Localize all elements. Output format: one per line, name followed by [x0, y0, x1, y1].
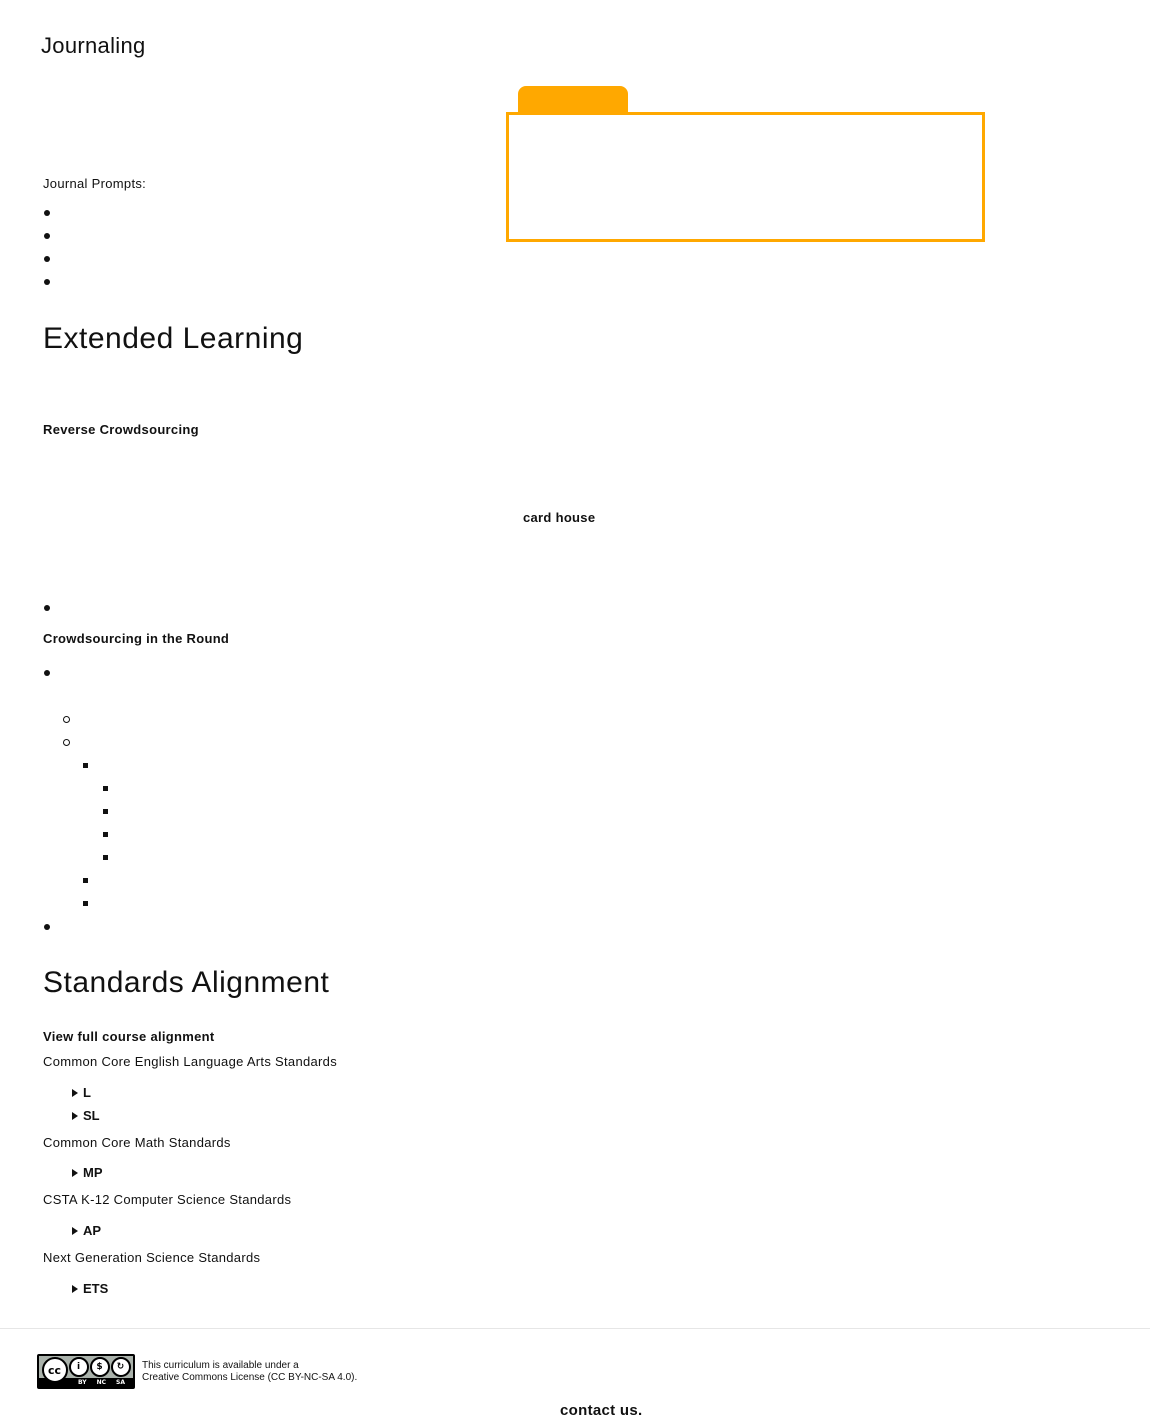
list-bullet-square — [83, 763, 88, 768]
list-bullet — [44, 210, 50, 216]
list-bullet — [44, 279, 50, 285]
license-line-1: This curriculum is available under a — [142, 1360, 299, 1371]
disclosure-triangle-icon — [72, 1089, 78, 1097]
page-title: Journaling — [41, 33, 146, 58]
list-bullet — [44, 670, 50, 676]
list-bullet-square — [83, 878, 88, 883]
list-bullet — [44, 233, 50, 239]
cc-label-by: BY — [78, 1379, 87, 1386]
list-bullet — [44, 924, 50, 930]
disclosure-triangle-icon — [72, 1227, 78, 1235]
standard-toggle-l[interactable] — [72, 1085, 91, 1100]
list-bullet-circle — [63, 739, 70, 746]
standards-heading: Standards Alignment — [43, 966, 330, 999]
journal-prompts-label: Journal Prompts: — [43, 176, 147, 191]
noncommercial-icon: $ — [90, 1357, 110, 1377]
view-full-alignment-link[interactable]: View full course alignment — [43, 1029, 215, 1044]
disclosure-triangle-icon — [72, 1112, 78, 1120]
disclosure-triangle-icon — [72, 1285, 78, 1293]
callout-box — [506, 112, 985, 242]
card-house-label: card house — [523, 510, 596, 525]
sharealike-icon: ↻ — [111, 1357, 131, 1377]
standards-group-ngss: Next Generation Science Standards — [43, 1250, 261, 1265]
cc-label-sa: SA — [116, 1379, 125, 1386]
cc-icon: cc — [42, 1357, 68, 1383]
list-bullet — [44, 256, 50, 262]
list-bullet-square — [103, 855, 108, 860]
license-line-2[interactable]: Creative Commons License (CC BY-NC-SA 4.0). — [142, 1372, 358, 1383]
list-bullet-square — [103, 809, 108, 814]
footer-divider — [0, 1328, 1150, 1329]
standard-toggle-sl[interactable] — [72, 1108, 100, 1123]
reverse-crowdsourcing-title: Reverse Crowdsourcing — [43, 422, 199, 437]
standard-code: L — [83, 1085, 91, 1100]
standard-code: SL — [83, 1108, 100, 1123]
standard-code: AP — [83, 1223, 102, 1238]
attribution-icon: i — [69, 1357, 89, 1377]
standard-toggle-ets[interactable] — [72, 1281, 108, 1296]
standards-group-csta: CSTA K-12 Computer Science Standards — [43, 1192, 292, 1207]
standard-code: ETS — [83, 1281, 109, 1296]
list-bullet-square — [83, 901, 88, 906]
list-bullet-circle — [63, 716, 70, 723]
cc-badge-labels — [39, 1379, 133, 1387]
creative-commons-badge[interactable] — [37, 1354, 135, 1389]
standards-group-ela: Common Core English Language Arts Standards — [43, 1054, 338, 1069]
cc-label-nc: NC — [96, 1379, 107, 1386]
cc-badge-icons — [39, 1356, 133, 1378]
extended-learning-heading: Extended Learning — [43, 322, 304, 355]
standard-toggle-mp[interactable] — [72, 1165, 103, 1180]
callout-tab — [518, 86, 628, 114]
license-text — [142, 1360, 357, 1384]
contact-us-link[interactable]: contact us. — [560, 1402, 643, 1419]
list-bullet — [44, 605, 50, 611]
crowdsourcing-round-title: Crowdsourcing in the Round — [43, 631, 230, 646]
disclosure-triangle-icon — [72, 1169, 78, 1177]
standards-group-math: Common Core Math Standards — [43, 1135, 231, 1150]
standard-toggle-ap[interactable] — [72, 1223, 101, 1238]
list-bullet-square — [103, 786, 108, 791]
standard-code: MP — [83, 1165, 103, 1180]
list-bullet-square — [103, 832, 108, 837]
